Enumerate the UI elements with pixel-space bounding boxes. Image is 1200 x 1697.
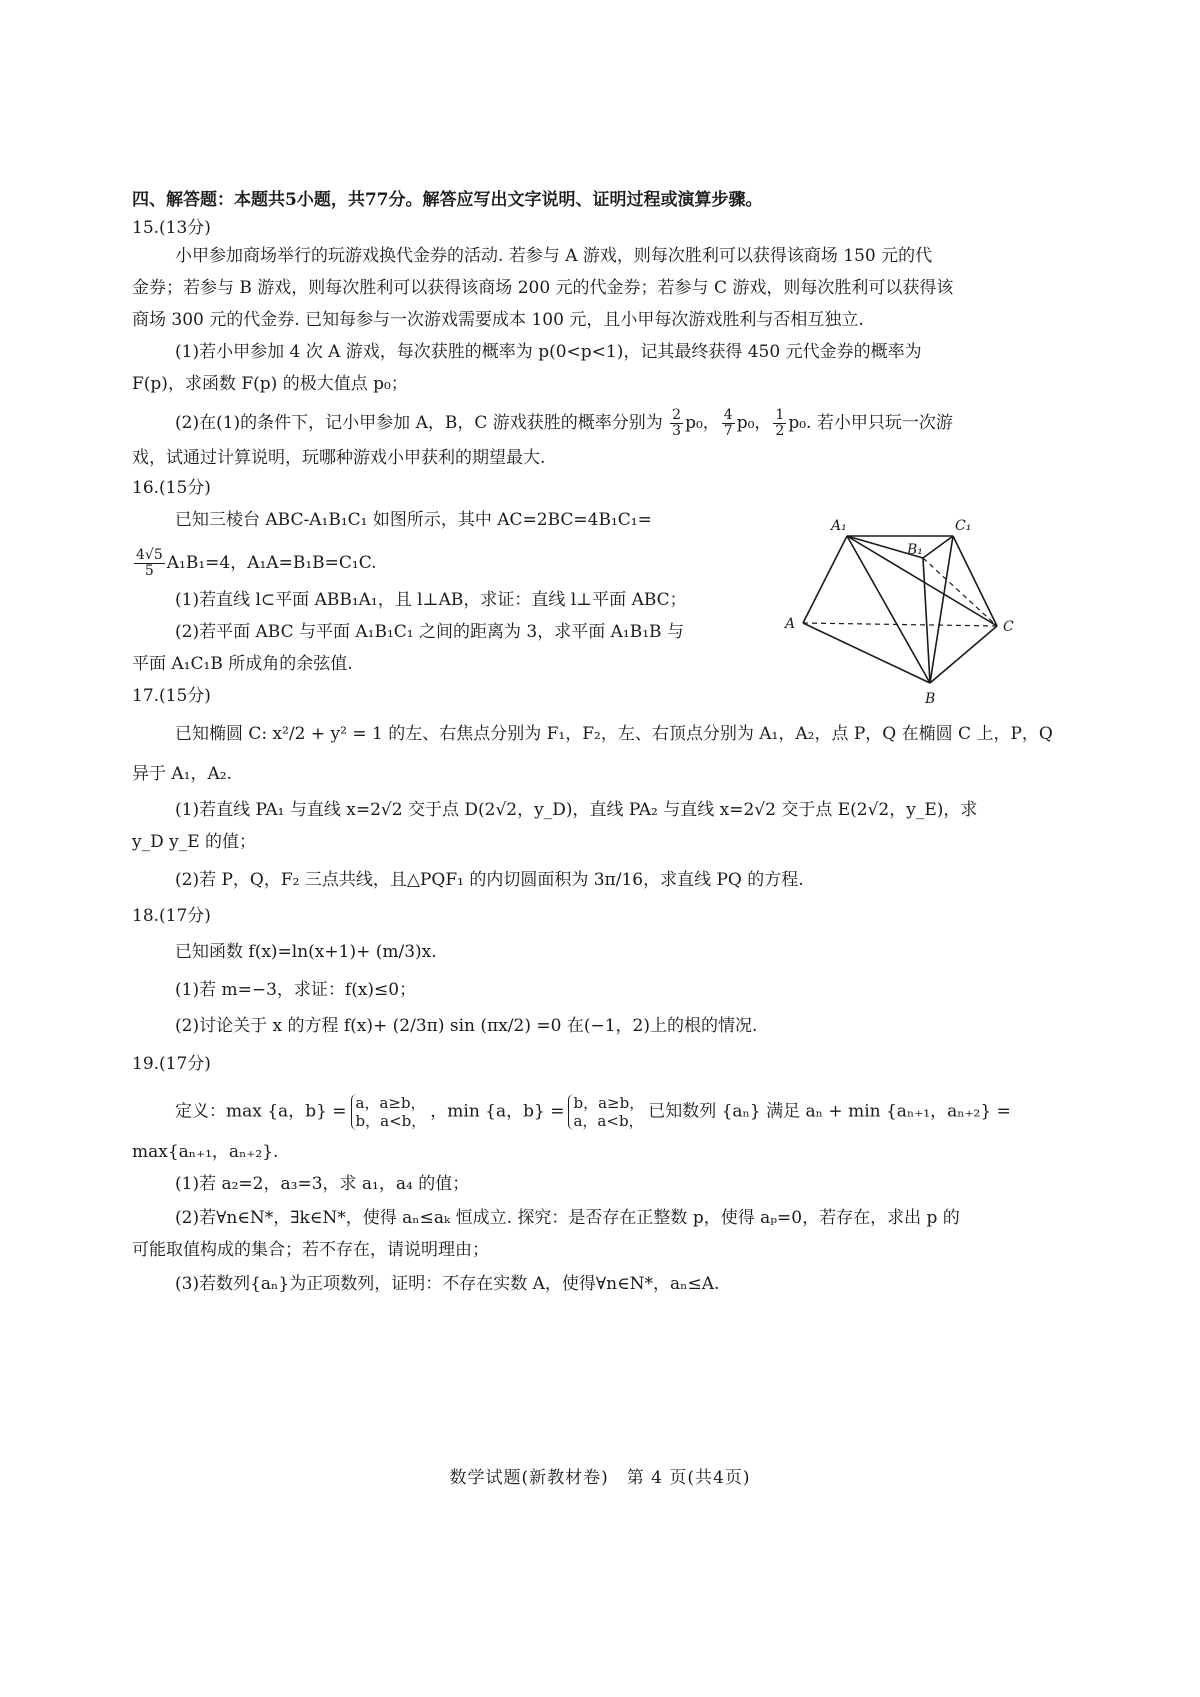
q15-part2-suffix: p₀. 若小甲只玩一次游: [788, 413, 953, 433]
fraction-4root5-5: $\frac{4√5}{5}$: [136, 547, 163, 579]
q15-stem-2: 金券；若参与 B 游戏，则每次胜利可以获得该商场 200 元的代金券；若参与 C 游戏，则每次胜利可以获得该: [132, 278, 954, 298]
q18-part2: (2)讨论关于 x 的方程 f(x)+ (2/3π) sin (πx/2) =0 在(−1，2)上的根的情况.: [175, 1016, 758, 1036]
q19-definition: [175, 1094, 1011, 1130]
section-header: 四、解答题：本题共5小题，共77分。解答应写出文字说明、证明过程或演算步骤。: [132, 190, 763, 210]
edge-B1-B: [923, 558, 930, 683]
q16-stem-1: 已知三棱台 ABC-A₁B₁C₁ 如图所示，其中 AC=2BC=4B₁C₁=: [175, 510, 652, 530]
q17-stem-1: 已知椭圆 C: x²/2 + y² = 1 的左、右焦点分别为 F₁，F₂，左、右顶点分别为 A₁，A₂，点 P，Q 在椭圆 C 上，P，Q: [175, 724, 1053, 744]
q17-part1-a: (1)若直线 PA₁ 与直线 x=2√2 交于点 D(2√2，y_D)，直线 PA₂ 与直线 x=2√2 交于点 E(2√2，y_E)，求: [175, 800, 978, 820]
q19-part1: (1)若 a₂=2，a₃=3，求 a₁，a₄ 的值；: [175, 1174, 470, 1194]
frustum-diagram: [775, 518, 1035, 718]
edge-B1-C-hidden: [923, 558, 997, 626]
label-C1: C₁: [955, 518, 972, 534]
max-case-1: a，a≥b，: [355, 1094, 426, 1112]
edge-A-B: [803, 623, 930, 683]
q15-part1-a: (1)若小甲参加 4 次 A 游戏，每次获胜的概率为 p(0<p<1)，记其最终获得 450 元代金券的概率为: [175, 342, 922, 362]
q15-stem-3: 商场 300 元的代金券. 已知每参与一次游戏需要成本 100 元，且小甲每次游戏胜利与否相互独立.: [132, 310, 864, 330]
q18-stem: 已知函数 f(x)=ln(x+1)+ (m/3)x.: [175, 942, 437, 962]
min-cases: [568, 1094, 644, 1130]
q19-part3: (3)若数列{aₙ}为正项数列，证明：不存在实数 A，使得∀n∈N*，aₙ≤A.: [175, 1274, 720, 1294]
q17-stem-2: 异于 A₁，A₂.: [132, 764, 232, 784]
q19-part2-a: (2)若∀n∈N*，∃k∈N*，使得 aₙ≤aₖ 恒成立. 探究：是否存在正整数 p，使得 aₚ=0，若存在，求出 p 的: [175, 1208, 960, 1228]
q19-def-min-label: ，min {a，b} =: [430, 1101, 565, 1122]
edge-A-C-hidden: [803, 623, 997, 626]
q15-part2-a: (2)在(1)的条件下，记小甲参加 A，B，C 游戏获胜的概率分别为 $\frac{2}{3}$ p₀， $\frac{4}{7}$ p₀， $\frac{1}{2}$ p₀. 若小甲只玩一次游: [175, 407, 953, 439]
min-case-1: b，a≥b，: [573, 1094, 645, 1112]
frustum-svg: [775, 518, 1035, 718]
q17-number: 17.(15分): [132, 686, 211, 706]
q15-part2-b: 戏，试通过计算说明，玩哪种游戏小甲获利的期望最大.: [132, 448, 546, 468]
q19-def-condition: 已知数列 {aₙ} 满足 aₙ + min {aₙ₊₁，aₙ₊₂} =: [648, 1101, 1011, 1122]
edge-B1-C1: [923, 536, 953, 558]
q16-part1: (1)若直线 l⊂平面 ABB₁A₁，且 l⊥AB，求证：直线 l⊥平面 ABC；: [175, 590, 687, 610]
min-case-2: a，a<b，: [573, 1112, 644, 1130]
q17-part2: (2)若 P，Q，F₂ 三点共线，且△PQF₁ 的内切圆面积为 3π/16，求直线 PQ 的方程.: [175, 870, 804, 890]
fraction-2-3: $\frac{2}{3}$: [672, 407, 682, 439]
q17-part1-b: y_D y_E 的值；: [132, 832, 257, 852]
fraction-1-2: $\frac{1}{2}$: [775, 407, 785, 439]
page-footer: 数学试题(新教材卷) 第 4 页(共4页): [449, 1468, 751, 1488]
label-B: B: [925, 691, 936, 707]
label-A1: A₁: [831, 518, 847, 534]
edge-A1-A: [803, 536, 847, 623]
q15-part2-prefix: (2)在(1)的条件下，记小甲参加 A，B，C 游戏获胜的概率分别为: [175, 413, 663, 433]
q16-number: 16.(15分): [132, 478, 211, 498]
q18-part1: (1)若 m=−3，求证：f(x)≤0；: [175, 980, 417, 1000]
q16-part2-a: (2)若平面 ABC 与平面 A₁B₁C₁ 之间的距离为 3，求平面 A₁B₁B 与: [175, 622, 684, 642]
q19-number: 19.(17分): [132, 1054, 211, 1074]
q16-part2-b: 平面 A₁C₁B 所成角的余弦值.: [132, 654, 353, 674]
edge-A1-B: [847, 536, 930, 683]
fraction-4-7: $\frac{4}{7}$: [723, 407, 733, 439]
q15-stem-1: 小甲参加商场举行的玩游戏换代金券的活动. 若参与 A 游戏，则每次胜利可以获得该商场 150 元的代: [175, 246, 933, 266]
q18-number: 18.(17分): [132, 906, 211, 926]
q19-part2-b: 可能取值构成的集合；若不存在，请说明理由；: [132, 1240, 489, 1260]
q16-stem-2-text: A₁B₁=4，A₁A=B₁B=C₁C.: [166, 553, 377, 573]
q19-def-max-label: 定义：max {a，b} =: [175, 1101, 347, 1122]
q15-part1-b: F(p)，求函数 F(p) 的极大值点 p₀；: [132, 374, 408, 394]
max-case-2: b，a<b，: [355, 1112, 427, 1130]
label-C: C: [1003, 619, 1014, 635]
label-A: A: [785, 616, 796, 632]
edge-C1-B: [930, 536, 953, 683]
max-cases: [351, 1094, 427, 1130]
q15-number: 15.(13分): [132, 218, 211, 238]
label-B1: B₁: [907, 542, 923, 558]
edge-B-C: [930, 626, 997, 683]
q19-stem-2: max{aₙ₊₁，aₙ₊₂}.: [132, 1142, 279, 1162]
q16-stem-2: [132, 548, 377, 579]
